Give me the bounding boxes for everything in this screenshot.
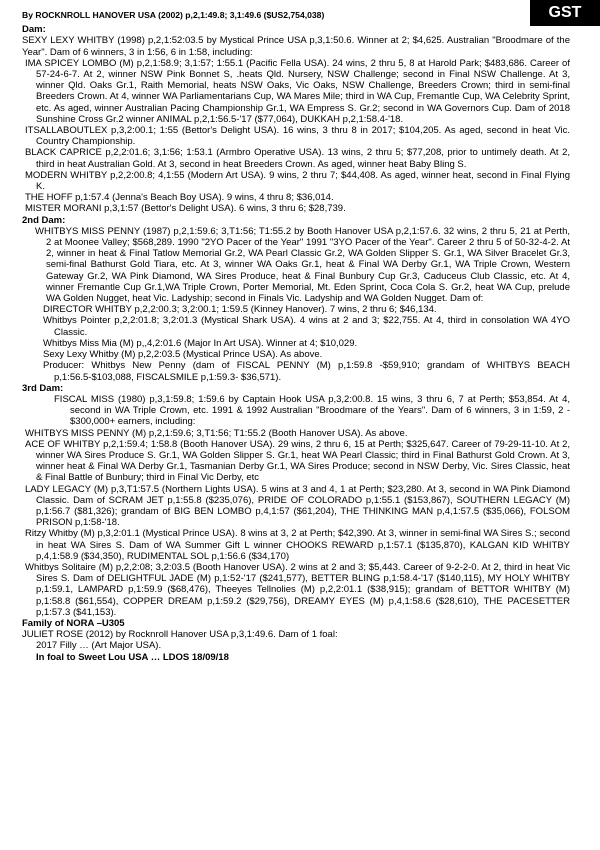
third-dam-foal-3: LADY LEGACY (M) p,3,T1:57.5 (Northern Lights USA). 5 wins at 3 and 4, 1 at Perth; $23,280. At 3, second in WA Pink Diamond Classic. Dam of SCRAM JET p,1:55.8 ($235,076), PRIDE OF COLORADO p,1:55.1 ($153,867), SOUTHERN LEGACY (M) p,1:56.7 ($81,326); grandam of BIG BEN LOMBO p,4,1:57 ($61,204), THE THINKING MAN p,4,1:57.5 ($35,066), FOLSOM PRISON p,1:58-'18. [25, 483, 570, 529]
third-dam-foal-1: WHITBYS MISS PENNY (M) p,2,1:59.6; 3,T1:56; T1:55.2 (Booth Hanover USA). As above. [25, 427, 408, 439]
dam-foal-2: ITSALLABOUTLEX p,3,2:00.1; 1:55 (Bettor's Delight USA). 16 wins, 3 thru 8 in 2017; $104,205. As aged, second in heat Vic. Country Championship. [25, 125, 570, 148]
third-dam-heading: 3rd Dam: [22, 382, 64, 394]
third-dam-foal-2: ACE OF WHITBY p,2,1:59.4; 1:58.8 (Booth Hanover USA). 29 wins, 2 thru 6, 15 at Perth; $325,647. Career of 79-29-11-10. At 2, winner WA Sires Produce S. Gr.1, WA Golden Slipper S. Gr.1, heat WA Pearl Classic; third in Final Bathurst Gold Crown. At 3, winner heat & Final WA Derby Gr.1, Tasmanian Derby Gr.1, WA Sires Produce; second in NSW Derby, Vic. Sires Classic, heat & Final Battle of Bunbury; third in Final Vic Derby, etc [25, 438, 570, 484]
second-dam-heading: 2nd Dam: [22, 214, 66, 226]
second-dam-foal-3: Whitbys Miss Mia (M) p,,4,2:01.6 (Major In Art USA). Winner at 4; $10,029. [43, 337, 358, 349]
dam-foal-4: MODERN WHITBY p,2,2:00.8; 4,1:55 (Modern Art USA). 9 wins, 2 thru 7; $44,408. As aged, winner heat, second in Final Flying K. [25, 169, 570, 193]
dam-foal-5: THE HOFF p,1:57.4 (Jenna's Beach Boy USA). 9 wins, 4 thru 8; $36,014. [25, 192, 334, 204]
family-line: Family of NORA –U305 [22, 617, 125, 629]
second-dam-producer: Producer: Whitbys New Penny (dam of FISCAL PENNY (M) p,1:59.8 -$59,910; grandam of WHITBYS BEACH p,1:56.5-$103,088, FISCALSMILE p,1:59.3- $36,571). [43, 360, 570, 383]
juliet-rose-entry: JULIET ROSE (2012) by Rocknroll Hanover USA p,3,1:49.6. Dam of 1 foal: [22, 629, 338, 641]
second-dam-foal-2: Whitbys Pointer p,2,2:01.8; 3,2:01.3 (Mystical Shark USA). 4 wins at 2 and 3; $22,755. At 4, third in consolation WA 4YO Classic. [43, 315, 570, 338]
third-dam-entry: FISCAL MISS (1980) p,3,1:59.8; 1:59.6 by Captain Hook USA p,3,2:00.8. 15 wins, 3 thru 6, 7 at Perth; $53,854. At 4, second in WA Triple Crown, etc. 1991 & 1992 Australian "Broodmare of the Years". Dam of 6 winners, 3 in 1:59, 2 - $300,000+ earners, including: [54, 393, 570, 428]
second-dam-foal-1: DIRECTOR WHITBY p,2,2:00.3; 3,2:00.1; 1:59.5 (Kinney Hanover). 7 wins, 2 thru 6; $46,134. [43, 304, 437, 316]
third-dam-foal-4: Ritzy Whitby (M) p,3,2:01.1 (Mystical Prince USA). 8 wins at 3, 2 at Perth; $42,390. At 3, winner in semi-final WA Sires S.; second in heat WA Sires S. Dam of WA Summer Gift L winner CHOOKS REWARD p,1:57.1 ($135,870), KALGAN KID WHITBY p,4,1:58.9 ($34,350), RUDIMENTAL SOL p,1:56.6 ($34,170) [25, 528, 570, 562]
dam-heading: Dam: [22, 24, 46, 36]
in-foal-entry: In foal to Sweet Lou USA … LDOS 18/09/18 [36, 651, 229, 663]
filly-entry: 2017 Filly … (Art Major USA). [36, 640, 162, 652]
second-dam-foal-4: Sexy Lexy Whitby (M) p,2,2:03.5 (Mystical Prince USA). As above. [43, 349, 323, 361]
pedigree-document [22, 10, 570, 663]
sire-header: By ROCKNROLL HANOVER USA (2002) p,2,1:49.8; 3,1:49.6 ($US2,754,038) [22, 10, 325, 20]
dam-entry: SEXY LEXY WHITBY (1998) p,2,1:52:03.5 by Mystical Prince USA p,3,1:50.6. Winner at 2; $4,625. Australian "Broodmare of the Year". Dam of 6 winners, 3 in 1:56, 6 in 1:58, including: [22, 35, 570, 58]
gst-badge: GST [530, 0, 600, 26]
dam-foal-1: IMA SPICEY LOMBO (M) p,2,1:58.9; 3,1:57; 1:55.1 (Pacific Fella USA). 24 wins, 2 thru 5, 8 at Harold Park; $483,686. Career of 57-24-6-7. At 2, winner NSW Pink Bonnet S, .heats Qld. Nursery, NSW Challenge; second in Final NSW Challenge. At 3, winner Qld. Oaks Gr.1, Raith Memorial, heats NSW Oaks, Vic Oaks, NSW Challenge, Breeders Crown; third in semi-final Breeders Crown. At 4, winner WA Parliamentarians Cup, WA Mares Mile; third in WA Cup, Fremantle Cup, WA Celebrity Sprint, etc. As aged, winner Australian Pacing Championship Gr.1, WA Empress S. Gr.2; second in WA Governors Cup. Dam of 2018 Sunshine Cross Gr.2 winner ANIMAL p,2,1:56.5-'17 ($77,064), DUKKAH p,2,1:58.4-'18. [25, 57, 570, 125]
dam-foal-3: BLACK CAPRICE p,2,2:01.6; 3,1:56; 1:53.1 (Armbro Operative USA). 13 wins, 2 thru 5; $77,208, prior to untimely death. At 2, third in heat Australian Gold. At 3, second in heat Breeders Crown. As aged, winner heat Baby Bling S. [25, 147, 570, 170]
dam-foal-6: MISTER MORANI p,3,1:57 (Bettor's Delight USA). 6 wins, 3 thru 6; $28,739. [25, 203, 346, 215]
second-dam-entry: WHITBYS MISS PENNY (1987) p,2,1:59.6; 3,T1:56; T1:55.2 by Booth Hanover USA p,2,1:57.6. 32 wins, 2 thru 5, 21 at Perth, 2 at Moonee Valley; $568,289. 1990 "2YO Pacer of the Year" 1991 "3YO Pacer of the Year". Career 2 thru 5 of 50-32-4-2. At 2, winner in heat & Final Tatlow Memorial Gr.2, WA Pearl Classic Gr.2, WA Golden Slipper S. Gr.1, WA Silver Bracelet Gr.3, semi-final Bathurst Gold Tiara, etc. At 3, winner WA Oaks Gr.1, heat & Final WA Derby Gr.1, WA Triple Crown, Western Gateway Gr.2, WA Pink Diamond, WA Sires Produce, heat & Final Bunbury Cup Gr.3, Caduceus Club Classic, etc. At 4, winner Fremantle Cup Gr.1,WA Triple Crown, Porter Memorial, Mt. Eden Sprint, Coca Cola S. Gr.2, heat WA Cup, prelude WA Golden Nugget, heat Vic. Ladyship; second in Finals Vic. Ladyship and WA Golden Nugget. Dam of: [35, 225, 570, 305]
third-dam-foal-5: Whitbys Solitaire (M) p,2,2:08; 3,2:03.5 (Booth Hanover USA). 2 wins at 2 and 3; $5,443. Career of 9-2-2-0. At 2, third in heat Vic Sires S. Dam of DELIGHTFUL JADE (M) p,1:52-'17 ($241,577), BETTER BLING p,1:58.4-'17 ($140,115), MY HOLY WHITBY p,1:59.1, LAMPARD p,1:59.9 ($68,476), Theeyes Tellnolies (M) p,2,2:01.1 ($38,915); grandam of BETTOR WHITBY (M) p,1:58.8 ($61,554), COPPER DREAM p,1:59.2 ($29,756), DREAMY EYES (M) p,4,1:58.6 ($28,610), THE PACESETTER p,1:57.3 ($41,153). [25, 561, 570, 618]
